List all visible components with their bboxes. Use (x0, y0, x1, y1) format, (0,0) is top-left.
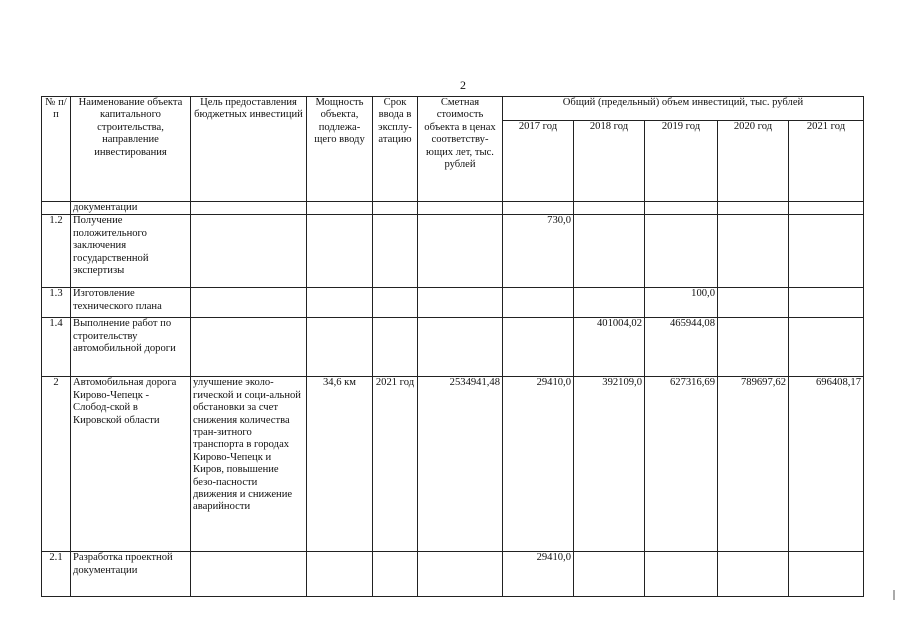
cell-term (373, 288, 418, 318)
cell-name: Автомобильная дорога Кирово-Чепецк - Слобод-ской в Кировской области (71, 377, 191, 552)
cell-2018: 401004,02 (574, 318, 645, 377)
cell-goal (191, 202, 307, 215)
cell-2019: 100,0 (645, 288, 718, 318)
cell-cost: 2534941,48 (418, 377, 503, 552)
header-name: Наименование объекта капитального строительства, направление инвестирования (71, 97, 191, 202)
cell-2018: 392109,0 (574, 377, 645, 552)
header-total-investment: Общий (предельный) объем инвестиций, тыс. рублей (503, 97, 864, 121)
cell-2019 (645, 552, 718, 597)
cell-capacity (307, 215, 373, 288)
cell-name: Выполнение работ по строительству автомобильной дороги (71, 318, 191, 377)
cell-2019: 465944,08 (645, 318, 718, 377)
cell-goal: улучшение эколо-гической и соци-альной обстановки за счет снижения количества тран-зитного транспорта в городах Кирово-Чепецк и Киров, повышение безо-пасности движения и снижение аварийности (191, 377, 307, 552)
cell-capacity: 34,6 км (307, 377, 373, 552)
cell-num: 2 (42, 377, 71, 552)
table-row (42, 318, 864, 377)
cell-2021: 696408,17 (789, 377, 864, 552)
cell-term (373, 552, 418, 597)
cell-2017: 29410,0 (503, 552, 574, 597)
header-year-2020: 2020 год (718, 121, 789, 202)
cell-cost (418, 202, 503, 215)
cell-goal (191, 552, 307, 597)
header-capacity: Мощность объекта, подлежа-щего вводу (307, 97, 373, 202)
cell-name: документации (71, 202, 191, 215)
cell-goal (191, 318, 307, 377)
cell-term (373, 318, 418, 377)
header-year-2018: 2018 год (574, 121, 645, 202)
cell-capacity (307, 552, 373, 597)
cell-cost (418, 215, 503, 288)
header-year-2017: 2017 год (503, 121, 574, 202)
cell-cost (418, 318, 503, 377)
cell-num (42, 202, 71, 215)
investment-table (41, 96, 864, 597)
cell-2021 (789, 552, 864, 597)
cell-name: Изготовление технического плана (71, 288, 191, 318)
cell-goal (191, 215, 307, 288)
header-cost: Сметная стоимость объекта в ценах соответству-ющих лет, тыс. рублей (418, 97, 503, 202)
cell-name: Разработка проектной документации (71, 552, 191, 597)
cell-2017: 29410,0 (503, 377, 574, 552)
cell-2021 (789, 202, 864, 215)
cell-2020: 789697,62 (718, 377, 789, 552)
cell-term: 2021 год (373, 377, 418, 552)
cell-cost (418, 288, 503, 318)
cell-num: 1.4 (42, 318, 71, 377)
cell-term (373, 215, 418, 288)
cell-2017 (503, 288, 574, 318)
header-goal: Цель предоставления бюджетных инвестиций (191, 97, 307, 202)
page-number: 2 (460, 78, 466, 92)
cell-2018 (574, 288, 645, 318)
cell-num: 1.3 (42, 288, 71, 318)
cell-capacity (307, 318, 373, 377)
cell-2018 (574, 202, 645, 215)
cell-2020 (718, 552, 789, 597)
cell-cost (418, 552, 503, 597)
cell-num: 1.2 (42, 215, 71, 288)
cell-2020 (718, 288, 789, 318)
cell-2019: 627316,69 (645, 377, 718, 552)
table-row (42, 377, 864, 552)
table-row (42, 202, 864, 215)
cell-2021 (789, 215, 864, 288)
table-row (42, 552, 864, 597)
scan-edge-mark (893, 590, 895, 600)
cell-2020 (718, 202, 789, 215)
header-num: № п/п (42, 97, 71, 202)
cell-2021 (789, 318, 864, 377)
table-row (42, 288, 864, 318)
cell-num: 2.1 (42, 552, 71, 597)
cell-goal (191, 288, 307, 318)
cell-2021 (789, 288, 864, 318)
cell-capacity (307, 202, 373, 215)
cell-2020 (718, 215, 789, 288)
cell-2019 (645, 202, 718, 215)
table-row (42, 215, 864, 288)
cell-2020 (718, 318, 789, 377)
cell-2017: 730,0 (503, 215, 574, 288)
cell-2017 (503, 202, 574, 215)
cell-2017 (503, 318, 574, 377)
header-year-2019: 2019 год (645, 121, 718, 202)
cell-term (373, 202, 418, 215)
cell-capacity (307, 288, 373, 318)
cell-2019 (645, 215, 718, 288)
cell-name: Получение положительного заключения государственной экспертизы (71, 215, 191, 288)
header-term: Срок ввода в эксплу-атацию (373, 97, 418, 202)
header-year-2021: 2021 год (789, 121, 864, 202)
cell-2018 (574, 215, 645, 288)
cell-2018 (574, 552, 645, 597)
